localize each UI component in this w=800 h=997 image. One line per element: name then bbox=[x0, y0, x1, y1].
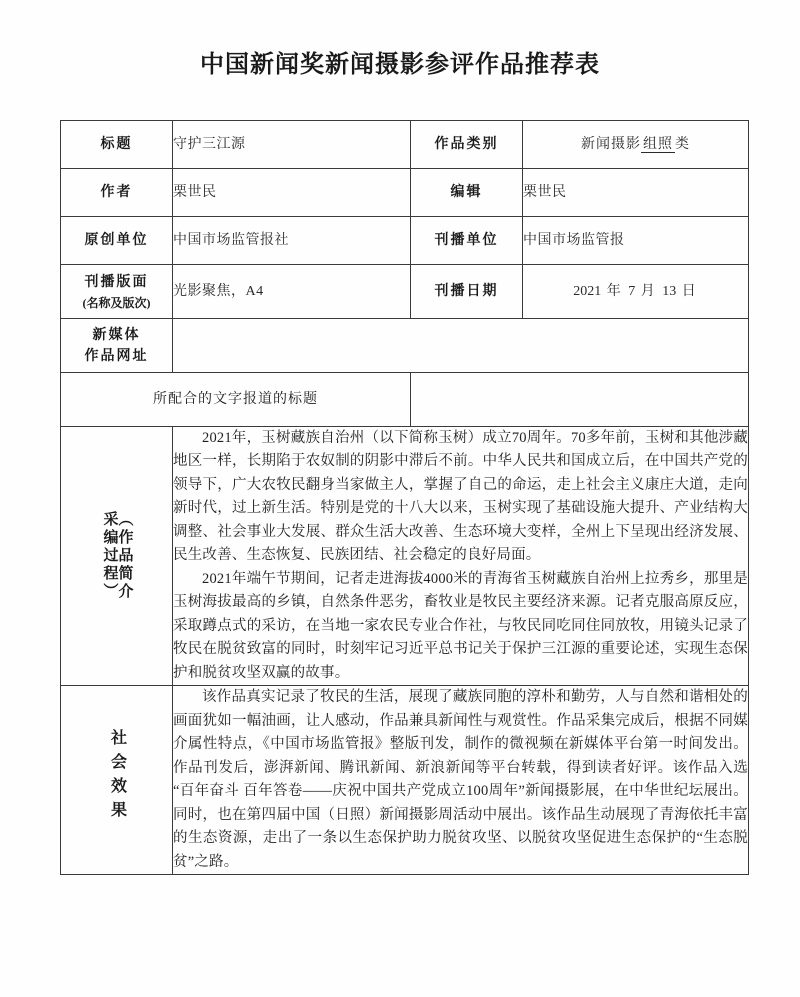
label-editing-process: 采编过程 bbox=[101, 511, 118, 584]
category-suffix: 类 bbox=[675, 137, 690, 152]
content-social-effect bbox=[173, 686, 749, 875]
intro-paragraph-1: 2021年，玉树藏族自治州（以下简称玉树）成立70周年。70多年前，玉树和其他涉藏地区一样，长期陷于农奴制的阴影中滞后不前。中华人民共和国成立后，在中国共产党的领导下，广大农牧民翻身当家做主人，掌握了自己的命运，走上社会主义康庄大道，走向新时代，过上新生活。特别是党的十八大以来，玉树实现了基础设施大提升、产业结构大调整、社会事业大发展、群众生活大改善、生态环境大变样，全州上下呈现出经济发展、民生改善、生态恢复、民族团结、社会稳定的良好局面。 bbox=[173, 430, 748, 564]
label-editor: 编辑 bbox=[411, 169, 523, 217]
label-work-intro bbox=[61, 427, 173, 686]
label-social-effect-text: 社会效果 bbox=[108, 728, 126, 825]
label-publish-date: 刊播日期 bbox=[411, 265, 523, 319]
value-publish-date bbox=[523, 265, 749, 319]
date-year-unit: 年 bbox=[606, 284, 623, 299]
label-work-category: 作品类别 bbox=[411, 121, 523, 169]
paren-close: ） bbox=[101, 583, 118, 602]
label-newmedia-line2: 作品网址 bbox=[84, 348, 149, 364]
date-day: 13 bbox=[662, 284, 677, 299]
label-work-summary: 作品简介 bbox=[116, 529, 133, 602]
vertical-label-col-left bbox=[102, 511, 117, 601]
paren-open: （ bbox=[116, 511, 133, 530]
date-year: 2021 bbox=[573, 284, 602, 299]
table-row-author bbox=[61, 169, 749, 217]
label-newmedia-line1: 新媒体 bbox=[92, 327, 141, 343]
label-title: 标题 bbox=[61, 121, 173, 169]
value-publish-page: 光影聚焦，A4 bbox=[173, 265, 411, 319]
value-related-article bbox=[411, 373, 749, 427]
category-underlined: 组照 bbox=[643, 137, 673, 152]
table-row-title bbox=[61, 121, 749, 169]
label-newmedia-url bbox=[61, 319, 173, 373]
value-editor: 栗世民 bbox=[523, 169, 749, 217]
content-work-intro bbox=[173, 427, 749, 686]
intro-paragraph-2: 2021年端午节期间，记者走进海拔4000米的青海省玉树藏族自治州上拉秀乡，那里是玉树海拔最高的乡镇，自然条件恶劣，畜牧业是牧民主要经济来源。记者克服高原反应，采取蹲点式的采访，在当地一家农民专业合作社，与牧民同吃同住同放牧，用镜头记录了牧民在脱贫致富的同时，时刻牢记习近平总书记关于保护三江源的重要论述，实现生态保护和脱贫攻坚双赢的故事。 bbox=[173, 570, 748, 681]
label-social-effect bbox=[61, 686, 173, 875]
recommendation-form-table bbox=[60, 120, 749, 875]
label-related-article: 所配合的文字报道的标题 bbox=[61, 373, 411, 427]
label-origin-unit: 原创单位 bbox=[61, 217, 173, 265]
label-publish-page bbox=[61, 265, 173, 319]
page-title: 中国新闻奖新闻摄影参评作品推荐表 bbox=[200, 52, 600, 78]
table-row-work-intro bbox=[61, 427, 749, 686]
category-prefix: 新闻摄影 bbox=[581, 137, 641, 152]
date-month: 7 bbox=[628, 284, 636, 299]
date-day-unit: 日 bbox=[681, 284, 698, 299]
table-row-social-effect bbox=[61, 686, 749, 875]
vertical-label-stack bbox=[61, 511, 172, 601]
value-newmedia-url bbox=[173, 319, 749, 373]
value-publish-unit: 中国市场监管报 bbox=[523, 217, 749, 265]
date-month-unit: 月 bbox=[640, 284, 657, 299]
table-row-origin-unit bbox=[61, 217, 749, 265]
value-author: 栗世民 bbox=[173, 169, 411, 217]
table-row-publish-page bbox=[61, 265, 749, 319]
label-publish-unit: 刊播单位 bbox=[411, 217, 523, 265]
table-row-newmedia-url bbox=[61, 319, 749, 373]
value-work-category bbox=[523, 121, 749, 169]
table-row-related-article bbox=[61, 373, 749, 427]
label-publish-page-main: 刊播版面 bbox=[84, 274, 149, 290]
label-author: 作者 bbox=[61, 169, 173, 217]
value-title: 守护三江源 bbox=[173, 121, 411, 169]
effect-paragraph-1: 该作品真实记录了牧民的生活，展现了藏族同胞的淳朴和勤劳，人与自然和谐相处的画面犹如一幅油画，让人感动，作品兼具新闻性与观赏性。作品采集完成后，根据不同媒介属性特点，《中国市场监管报》整版刊发，制作的微视频在新媒体平台第一时间发出。作品刊发后，澎湃新闻、腾讯新闻、新浪新闻等平台转载，得到读者好评。该作品入选“百年奋斗 百年答卷——庆祝中国共产党成立100周年”新闻摄影展，在中华世纪坛展出。同时，也在第四届中国（日照）新闻摄影周活动中展出。该作品生动展现了青海依托丰富的生态资源，走出了一条以生态保护助力脱贫攻坚、以脱贫攻坚促进生态保护的“生态脱贫”之路。 bbox=[173, 689, 748, 870]
vertical-label-col-right bbox=[117, 511, 132, 601]
label-publish-page-sub: (名称及版次) bbox=[82, 295, 151, 310]
value-origin-unit: 中国市场监管报社 bbox=[173, 217, 411, 265]
